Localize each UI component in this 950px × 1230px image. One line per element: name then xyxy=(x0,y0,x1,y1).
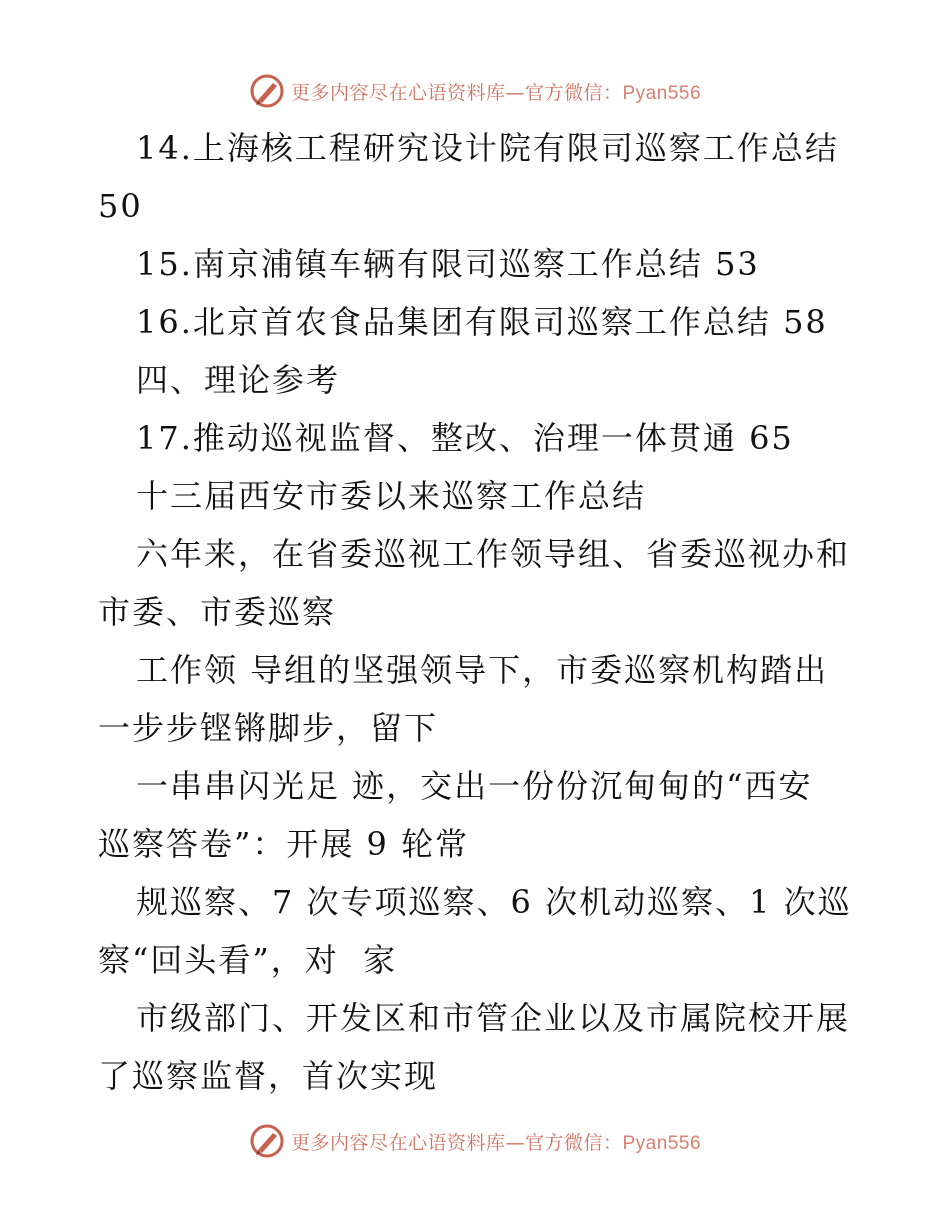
pen-logo-icon xyxy=(249,1123,285,1159)
toc-entry-16: 16.北京首农食品集团有限司巡察工作总结 58 xyxy=(136,303,828,341)
toc-section-heading: 四、理论参考 xyxy=(136,361,341,399)
paragraph-line: 一串串闪光足 迹，交出一份份沉甸甸的“西安 xyxy=(136,767,813,805)
paragraph-line: 六年来，在省委巡视工作领导组、省委巡视办和 xyxy=(136,535,851,573)
pen-logo-icon xyxy=(249,73,285,109)
paragraph-line: 巡察答卷”：开展 9 轮常 xyxy=(98,825,470,863)
watermark-text: 更多内容尽在心语资料库—官方微信：Pyan556 xyxy=(290,1131,702,1154)
paragraph-line: 工作领 导组的坚强领导下，市委巡察机构踏出 xyxy=(136,651,829,689)
toc-entry-14: 14.上海核工程研究设计院有限司巡察工作总结 xyxy=(136,129,839,167)
paragraph-line: 市委、市委巡察 xyxy=(98,593,337,631)
paragraph-line: 一步步铿锵脚步，留下 xyxy=(98,709,439,747)
header-watermark xyxy=(0,71,950,111)
paragraph-line: 规巡察、7 次专项巡察、6 次机动巡察、1 次巡 xyxy=(136,883,852,921)
toc-entry-14-page: 50 xyxy=(98,187,143,225)
paragraph-line: 市级部门、开发区和市管企业以及市属院校开展 xyxy=(136,999,851,1037)
watermark-text: 更多内容尽在心语资料库—官方微信：Pyan556 xyxy=(290,81,702,104)
footer-watermark xyxy=(0,1121,950,1161)
toc-entry-15: 15.南京浦镇车辆有限司巡察工作总结 53 xyxy=(136,245,760,283)
paragraph-line: 了巡察监督，首次实现 xyxy=(98,1057,439,1095)
toc-entry-17: 17.推动巡视监督、整改、治理一体贯通 65 xyxy=(136,419,794,457)
paragraph-line: 察“回头看”，对 家 xyxy=(98,941,398,979)
article-title: 十三届西安市委以来巡察工作总结 xyxy=(136,477,647,515)
